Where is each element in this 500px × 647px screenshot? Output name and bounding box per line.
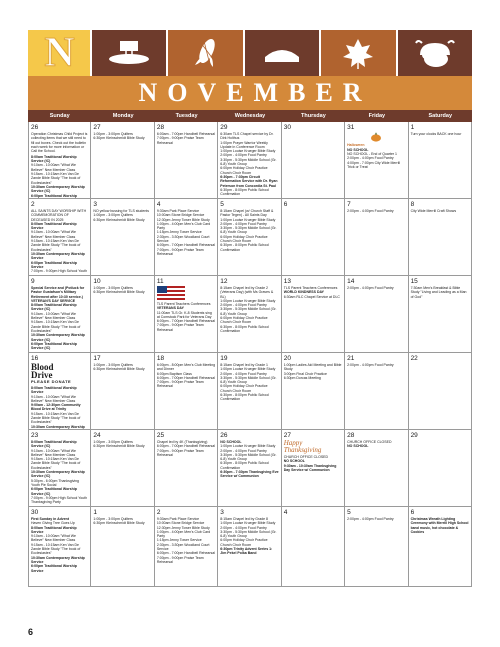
calendar-event: 6:00pm Holiday Choir Practice Church Choir Room	[220, 316, 268, 325]
day-cell	[28, 430, 91, 507]
weekday-saturday: Saturday	[428, 113, 453, 119]
calendar-event: 7:00pm - 9:00pm Praise Team Rehearsal	[156, 380, 204, 389]
day-cell	[345, 507, 408, 587]
day-cell	[345, 122, 408, 199]
calendar-event: 6:30pm - 8:00pm Public School Confirmation	[220, 461, 269, 470]
pie-icon	[259, 35, 305, 71]
calendar-event: 6:30pm Kleinschmidt Bible Study	[93, 521, 145, 526]
calendar-event: 2:00pm - 4:00pm Food Pantry	[220, 221, 267, 226]
banner-tile-turkey	[398, 30, 472, 76]
calendar-event: 9:10am - 10:00am "What We Believe" New Member Class	[31, 311, 76, 321]
day-number: 23	[31, 432, 39, 439]
calendar-event: 1:00pm Louise Krueger Bible Study	[220, 217, 276, 222]
day-number: 29	[220, 124, 228, 131]
flag-icon	[157, 286, 185, 300]
banner-tile-hat	[92, 30, 168, 76]
weekday-thursday: Thursday	[301, 113, 326, 119]
pilgrim-hat-icon	[106, 35, 152, 71]
calendar-event: Operation Christmas Child Project is collecting items that we still need to fill out boxes. Check out the bulletin each week for more information or Call the School.	[31, 132, 88, 154]
day-number: 14	[347, 278, 355, 285]
day-number: 2	[156, 509, 161, 516]
day-cell	[282, 353, 345, 430]
calendar-event: 9:30am Park Place Service	[156, 517, 200, 521]
calendar-event: VETERANS DAY	[156, 306, 184, 311]
day-cell	[91, 430, 154, 507]
day-number: 26	[31, 124, 39, 131]
day-number: 4	[156, 201, 161, 208]
day-number: 18	[156, 355, 165, 362]
calendar-event: Haven Giving Tree Goes Up	[31, 521, 75, 526]
calendar-event: 1:00pm - 4:00pm Men's Club Card Party	[156, 221, 211, 231]
day-cell	[91, 353, 154, 430]
turkey-icon	[412, 35, 458, 71]
calendar-event: CHURCH OFFICE CLOSED	[283, 455, 329, 459]
calendar-event: 6:00pm Baptism Class	[156, 371, 192, 376]
day-cell	[345, 430, 408, 507]
day-cell	[155, 430, 218, 507]
calendar-event: 10:00am Stone Bridge Service	[156, 213, 205, 218]
calendar-event: 1:00pm - 3:00pm Quilters	[93, 517, 133, 521]
calendar-event: 7:30am Men's Breakfast & Bible Study "Living and Leading as a Man of God"	[410, 286, 467, 299]
day-cell	[409, 122, 472, 199]
calendar-event: 1:00pm - 3:00pm Quilters	[93, 132, 133, 136]
calendar-event: 6:00pm - 7:00pm Handbell Rehearsal	[156, 444, 216, 449]
calendar-event: 8:00am Traditional Worship Service	[31, 386, 77, 395]
day-number: 9	[31, 278, 35, 285]
day-cell	[91, 199, 154, 276]
day-cell	[218, 199, 281, 276]
calendar-event: 6:30pm Kleinschmidt Bible Study	[93, 367, 145, 372]
calendar-event: 8:15am Chapel led by Grade 8	[220, 517, 268, 521]
day-cell	[345, 353, 408, 430]
calendar-event: 10:30am Contemporary Worship Service	[31, 555, 85, 564]
day-number: 10	[93, 278, 101, 285]
weekday-monday: Monday	[112, 113, 134, 119]
calendar-event: 3:30pm - 5:30pm Middle School (Gr. 6-8) Youth Group	[220, 375, 277, 385]
calendar-event: 9:10am - 10:00am "What We Believe" New Member Class	[31, 534, 76, 543]
calendar-event: 3:00pm Final Choir Practice	[283, 371, 327, 376]
calendar-event: 7:00pm - 9:00pm Praise Team Rehearsal	[156, 555, 204, 564]
calendar-event: 6:00pm Holiday Choir Practice Church Choir Room	[220, 166, 268, 175]
day-number: 27	[93, 124, 101, 131]
day-number: 27	[283, 432, 291, 439]
day-number: 30	[283, 124, 291, 131]
calendar-event: 1:00pm Louise Krueger Bible Study	[220, 444, 276, 449]
day-cell	[282, 507, 345, 587]
blood-drive-logo	[31, 363, 88, 384]
calendar-event: 10:30am Contemporary Worship Service (IC)	[31, 184, 85, 194]
calendar-event: 1:15pm Jenny Tower Service	[156, 538, 202, 543]
calendar-event: 3:30pm - 5:30pm Middle School (Gr. 6-8) Youth Group	[220, 157, 277, 167]
calendar-event: 6:30pm - 8:00pm Public School Confirmation	[220, 187, 269, 197]
calendar-event: Christmas Wreath Lighting Ceremony with Merrill High School band music, hot chocolate & Cookies	[410, 517, 469, 534]
day-cell	[409, 199, 472, 276]
day-cell	[28, 199, 91, 276]
calendar-event: 6:30pm - 7:30pm Thanksgiving Eve Service w/ Communion	[220, 470, 279, 479]
weekday-header	[28, 110, 472, 122]
weekday-friday: Friday	[368, 113, 386, 119]
calendar-event: 6:30pm Kleinschmidt Bible Study	[93, 217, 145, 222]
day-number: 4	[283, 509, 288, 516]
calendar-event: 12:30pm Jenny Tower Bible Study	[156, 525, 210, 530]
calendar-grid	[28, 122, 472, 587]
calendar-event: 4:00pm - 7:00pm City Wide Merrill Trick or Treat	[347, 160, 401, 169]
calendar-event: 8:00am Traditional Worship Service (IC)	[31, 154, 77, 164]
calendar-event: 6:30pm Kleinschmidt Bible Study	[93, 136, 145, 141]
banner-tile-leaf	[321, 30, 397, 76]
day-number: 28	[156, 124, 165, 131]
calendar-event: 9:10am - 10:00am "What We Believe" New Member Class	[31, 448, 76, 457]
calendar-event: 2:30pm - 3:30pm Woodland Court Service	[156, 542, 210, 552]
calendar-event: 3:30pm - 5:30pm Middle School (Gr. 6-8) Youth Group	[220, 529, 277, 539]
day-cell	[91, 276, 154, 353]
calendar-event: 6:30am TLS Chapel service by Dr. Dirk Holthus	[220, 132, 274, 141]
day-number: 5	[347, 509, 351, 516]
calendar-event: 2:00pm - 4:00pm Food Pantry	[347, 286, 394, 290]
calendar-event: 2:00pm - 4:00pm Food Pantry	[347, 156, 394, 161]
day-cell	[409, 430, 472, 507]
month-title-bar	[28, 76, 472, 110]
calendar-event: 2:00pm - 4:00pm Food Pantry	[347, 517, 394, 521]
day-cell	[28, 122, 91, 199]
calendar-event: 2:00pm - 4:00pm Food Pantry	[220, 448, 267, 453]
calendar-event: 12:30pm Jenny Tower Bible Study	[156, 217, 210, 222]
calendar-event: 6:00pm Traditional Worship	[31, 193, 77, 198]
calendar-event: 10:30am Contemporary Worship Service (IC)	[31, 333, 85, 342]
calendar-event: 7:00pm - 9:00pm High School Youth	[31, 269, 88, 274]
calendar-event: 6:30pm Dorcas Meeting	[283, 375, 321, 380]
day-number: 30	[31, 509, 39, 516]
header-banner	[28, 30, 472, 76]
day-number: 16	[31, 355, 39, 362]
calendar-event: 6:30pm - 8:00pm Public School Confirmation	[220, 243, 269, 252]
calendar-event: 6:00pm - 7:00pm Handbell Rehearsal	[156, 551, 216, 556]
day-cell	[28, 507, 91, 587]
pumpkin-icon	[370, 132, 382, 142]
banner-tile-corn	[168, 30, 244, 76]
calendar-event: 2:00pm - 4:00pm Food Pantry	[220, 371, 267, 376]
day-cell	[409, 353, 472, 430]
calendar-event: 5:30pm - 6:00pm Thanksgiving Youth Pie Social	[31, 478, 79, 487]
calendar-event: ALL SAINTS DAY WORSHIP WITH COMMEMORATION OF DECEASED IN 2025	[31, 209, 87, 222]
calendar-event: NO SCHOOL	[283, 459, 305, 464]
calendar-event: 3:30pm - 5:30pm Middle School (Gr. 6-8) Youth Group	[220, 226, 277, 235]
day-cell	[218, 122, 281, 199]
veterans-day-logo	[157, 286, 215, 300]
calendar-event: TLS Parent Teachers Conferences	[156, 302, 211, 306]
calendar-event: 6:00pm Holiday Choir Practice Church Choir Room	[220, 384, 268, 393]
day-cell	[91, 507, 154, 587]
page-number: 6	[28, 627, 34, 637]
day-number: 1	[93, 509, 98, 516]
day-cell	[345, 276, 408, 353]
calendar-event: NO SCHOOL - End of Quarter 1	[347, 151, 398, 156]
day-number: 20	[283, 355, 291, 362]
calendar-event: 6:00am - 7:00pm Handbell Rehearsal	[156, 132, 216, 136]
month-initial-badge	[28, 30, 92, 76]
day-number: 3	[93, 201, 98, 208]
calendar-event: Halloween	[347, 143, 365, 148]
calendar-event: 1:00pm Louise Krueger Bible Study	[220, 521, 276, 526]
calendar-event: 6:00pm - 7:00pm Handbell Rehearsal	[156, 319, 216, 324]
day-cell	[282, 276, 345, 353]
calendar-event: 9:30am - 10:30am Thanksgiving Day Service w/ Communion	[283, 463, 337, 472]
day-number: 7	[347, 201, 351, 208]
day-number: 13	[283, 278, 291, 285]
calendar-event: 2:00pm - 4:00pm Food Pantry	[220, 153, 267, 158]
thanksgiving-logo: Happy Thanksgiving	[283, 439, 322, 454]
calendar-event: 7:00pm - 9:00pm Praise Team Rehearsal	[156, 323, 204, 332]
calendar-event: 2:30pm - 3:30pm Woodland Court Service	[156, 234, 210, 244]
calendar-event: Turn your clocks BACK one hour	[410, 132, 462, 136]
calendar-event: 6:00pm Traditional Worship Service	[31, 564, 77, 573]
day-number: 1	[410, 124, 415, 131]
day-cell	[409, 507, 472, 587]
day-cell	[345, 199, 408, 276]
calendar-event: NO SCHOOL	[347, 147, 369, 152]
day-number: 26	[220, 432, 228, 439]
day-cell	[282, 199, 345, 276]
calendar-event: 6:00pm Holiday Choir Practice Church Choir Room	[220, 234, 268, 244]
calendar-event: WORLD KINDNESS DAY	[283, 290, 325, 295]
day-number: 15	[410, 278, 418, 285]
calendar-event: NO SCHOOL	[220, 440, 242, 444]
calendar-event: 8:00am Traditional Worship Service (IC)	[31, 303, 77, 312]
day-cell	[218, 276, 281, 353]
day-number: 12	[220, 278, 228, 285]
calendar-event: 8:15am Chapel (w/ Church Staff & Pastor Tegen) - All Saints Day	[220, 209, 274, 218]
calendar-event: 7:00pm - 9:00pm Praise Team Rehearsal	[156, 448, 204, 457]
calendar-event: 8:00am Traditional Worship Service (IC)	[31, 440, 77, 449]
calendar-event: 8:15am Chapel led by Grade 2 (Veterans Day) (with Ms Graves & BL)	[220, 286, 274, 299]
calendar-event: 9:10am - 10:00am "What We Believe" New Member Class	[31, 394, 76, 403]
calendar-event: 1:00pm Louise Krueger Bible Study	[220, 367, 276, 372]
calendar-event: 6:30pm - 7:30pm Circuit Reformation Service with Dr. Ryan Peterson from Concordia St. Paul	[220, 174, 278, 188]
calendar-event: 9:15am - 10:15am Ken Van De Zande Bible Study "The book of Ecclesiastes"	[31, 542, 81, 556]
calendar-event: 11:00am TLS Gr. K-8 Students sing at Comstock Park for Veterans Day	[156, 310, 212, 319]
calendar-event: NO yellow bussing for TLS students	[93, 209, 149, 213]
calendar-event: 10:30am Contemporary Worship	[31, 424, 85, 429]
day-number: 31	[347, 124, 355, 131]
calendar-event: 9:15am - 10:15am Ken Van De Zande Bible Study "The book of Ecclesiastes"	[31, 320, 81, 333]
day-cell	[218, 353, 281, 430]
calendar-event: 1:00pm Ladies Aid Meeting and Bible Study	[283, 363, 342, 372]
calendar-event: CHURCH OFFICE CLOSED	[347, 440, 392, 444]
day-number: 29	[410, 432, 418, 439]
calendar-event: 2:00pm - 4:00pm Food Pantry	[347, 363, 394, 367]
calendar-event: 3:30pm - 5:30pm Middle School (Gr. 6-8) Youth Group	[220, 452, 277, 462]
calendar-event: 8:00am Traditional Worship Service	[31, 525, 77, 534]
weekday-tuesday: Tuesday	[175, 113, 198, 119]
day-cell	[28, 276, 91, 353]
calendar-event: 6:00pm Traditional Worship Service (IC)	[31, 487, 77, 496]
calendar-event: Chapel led by 4K (Thanksgiving)	[156, 440, 208, 444]
calendar-event: 6:00pm - 7:00pm Handbell Rehearsal	[156, 243, 216, 248]
day-number: 8	[410, 201, 415, 208]
month-title: NOVEMBER	[138, 78, 372, 107]
day-number: 6	[283, 201, 288, 208]
calendar-event: 7:00pm - 9:00pm High School Youth Thanksgiving Party	[31, 495, 88, 505]
calendar-event: 8:00am Traditional Worship Service	[31, 221, 77, 231]
calendar-event: VETERAN'S DAY SERVICE	[31, 298, 76, 303]
blood-drive-title: Blood Drive	[31, 362, 54, 380]
calendar-event: 6:30pm - 8:00pm Public School Confirmation	[220, 393, 269, 402]
calendar-event: 1:00pm Louise Krueger Bible Study	[220, 298, 276, 303]
calendar-event: 6:00pm Traditional Worship Service	[31, 260, 77, 269]
calendar-event: 9:15am - 10:15am Ken Van De Zande Bible Study "The book of Ecclesiastes"	[31, 457, 81, 470]
calendar-event: 7:00pm - 9:00pm Praise Team Rehearsal	[156, 136, 204, 145]
calendar-event: 9:30am Park Place Service	[156, 209, 200, 213]
calendar-event: 6:00pm Holiday Choir Practice Church Choir Room	[220, 538, 268, 547]
corn-icon	[183, 35, 229, 71]
calendar-event: 9:00am - 12:30pm Community Blood Drive at Trinity	[31, 403, 81, 412]
calendar-event: 1:15pm Jenny Tower Service	[156, 230, 202, 235]
calendar-event: 2:00pm - 4:00pm Food Pantry	[220, 525, 267, 530]
calendar-event: 1:00pm - 4:00pm Men's Club Card Party	[156, 529, 211, 539]
calendar-event: 6:30pm Trinity Advent Series 1: Jim Pekel Polka Band	[220, 547, 273, 556]
calendar-event: 10:00am Stone Bridge Service	[156, 521, 205, 526]
calendar-event: TLS Parent Teachers Conferences	[283, 286, 338, 290]
calendar-event: 8:15am Chapel led by Grade 1	[220, 363, 268, 367]
calendar-event: 10:30am Contemporary Worship Service	[31, 251, 85, 261]
calendar-event: 6:00pm Traditional Worship Service (IC)	[31, 341, 77, 351]
day-number: 5	[220, 201, 224, 208]
calendar-event: 2:00pm - 4:00pm Food Pantry	[347, 209, 394, 213]
calendar-event: 6:30pm - 8:00pm Public School Confirmation	[220, 324, 269, 333]
day-cell	[155, 122, 218, 199]
day-number: 21	[347, 355, 355, 362]
calendar-event: 9:15am - 10:15am Ken Van De Zande Bible Study "The book of Ecclesiastes"	[31, 172, 81, 185]
calendar-event: Special Service and (Potluck for Pastor Gustafson's Military Retirement after 10:30 service.)	[31, 286, 85, 299]
day-number: 22	[410, 355, 418, 362]
day-number: 11	[156, 278, 164, 285]
calendar-event: 9:15am - 10:15am Ken Van De Zande Bible Study "The book of Ecclesiastes"	[31, 239, 81, 252]
day-number: 19	[220, 355, 228, 362]
calendar-event: 9:10am - 10:00am "What We Believe" New Member Class	[31, 230, 76, 239]
day-cell	[28, 353, 91, 430]
day-cell	[409, 276, 472, 353]
calendar-event: First Sunday in Advent	[31, 517, 69, 521]
day-cell	[155, 276, 218, 353]
day-number: 17	[93, 355, 101, 362]
calendar-event: 6:00pm - 7:00pm Handbell Rehearsal	[156, 375, 216, 380]
banner-tile-pie	[245, 30, 321, 76]
calendar-event: 3:30pm - 5:30pm Middle School (Gr. 6-8) Youth Group	[220, 307, 277, 316]
calendar-event: 6:00pm - 8:00pm Men's Club Meeting and Dinner	[156, 363, 216, 372]
day-cell	[282, 122, 345, 199]
day-cell	[218, 430, 281, 507]
calendar-event: 1:00pm - 3:00pm Quilters	[93, 363, 133, 367]
day-number: 28	[347, 432, 355, 439]
day-cell	[91, 122, 154, 199]
day-number: 2	[31, 201, 35, 208]
day-cell	[155, 199, 218, 276]
blood-drive-subtitle: PLEASE DONATE	[31, 379, 72, 384]
day-number: 3	[220, 509, 224, 516]
month-initial: N	[44, 30, 74, 76]
calendar-event: NO SCHOOL	[347, 444, 369, 449]
weekday-wednesday: Wednesday	[234, 113, 266, 119]
calendar-event: 6:30pm Kleinschmidt Bible Study	[93, 290, 145, 295]
day-cell	[155, 353, 218, 430]
calendar-event: 1:00pm - 3:00pm Quilters	[93, 286, 133, 290]
calendar-event: 10:30am Contemporary Worship Service (IC)	[31, 470, 85, 479]
calendar-event: 6:30am RLC Chapel Service at DLC	[283, 294, 340, 299]
day-cell	[218, 507, 281, 587]
day-cell	[155, 507, 218, 587]
calendar-event: City Wide Merrill Craft Shows	[410, 209, 457, 213]
calendar-event: 7:00pm - 9:00pm Praise Team Rehearsal	[156, 247, 204, 256]
weekday-sunday: Sunday	[49, 113, 70, 119]
day-number: 24	[93, 432, 101, 439]
calendar-event: 2:00pm - 4:00pm Food Pantry	[220, 303, 267, 308]
day-number: 25	[156, 432, 165, 439]
calendar-event: 1:00pm Prayer Warrior Weekly Update in Conference Room	[220, 140, 268, 149]
day-number: 6	[410, 509, 415, 516]
calendar-event: 6:30pm Kleinschmidt Bible Study	[93, 444, 145, 449]
calendar-event: 9:15am - 10:15am Ken Van De Zande Bible Study "The book of Ecclesiastes"	[31, 411, 81, 425]
calendar-event: 1:00pm - 3:00pm Quilters	[93, 440, 133, 444]
leaf-icon	[335, 35, 381, 71]
calendar-event: 9:10am - 10:00am "What We Believe" New Member Class	[31, 163, 76, 172]
calendar-event: 1:00pm Louise Krueger Bible Study	[220, 149, 276, 154]
day-cell	[282, 430, 345, 507]
calendar-event: 1:00pm - 3:00pm Quilters	[93, 213, 133, 218]
